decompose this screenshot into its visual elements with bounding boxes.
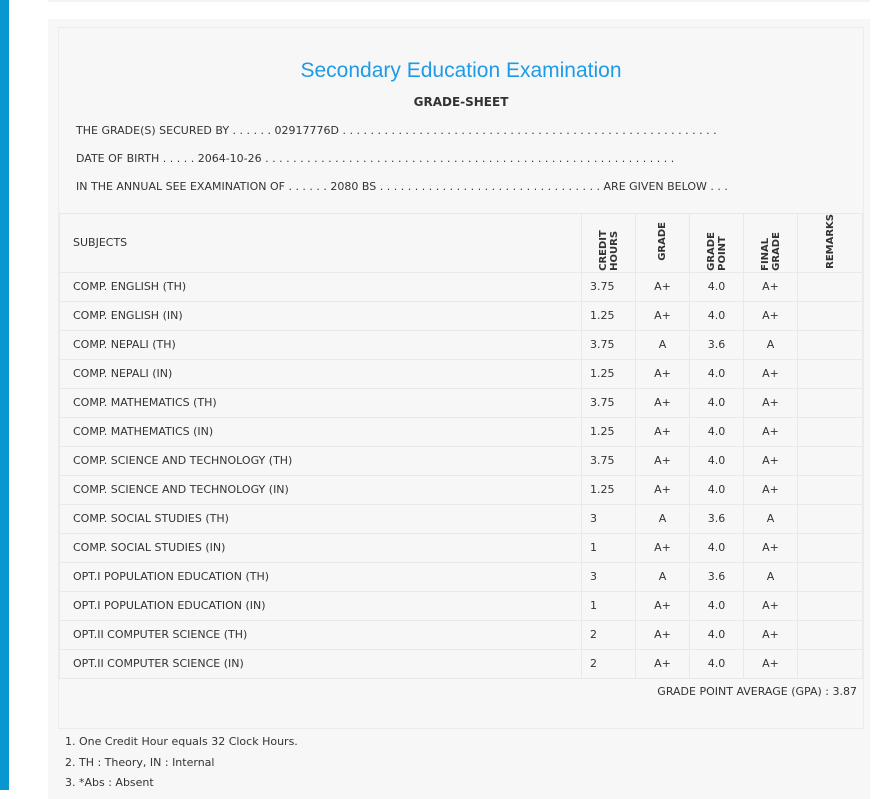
grade-point-cell: 3.6 bbox=[690, 562, 744, 591]
sheet-title: GRADE-SHEET bbox=[413, 95, 509, 109]
table-row bbox=[60, 620, 863, 649]
final-grade-cell: A+ bbox=[744, 591, 798, 620]
subject-cell: COMP. SOCIAL STUDIES (TH) bbox=[60, 504, 582, 533]
date-of-birth: 2064-10-26 bbox=[197, 152, 262, 165]
exam-line: IN THE ANNUAL SEE EXAMINATION OF . . . . . . 2080 BS . . . . . . . . . . . . . . . . . . . . . . . . . . . . . . . . ARE GIVEN BELOW . . . bbox=[76, 180, 728, 193]
grade-cell: A+ bbox=[636, 272, 690, 301]
final-grade-cell: A+ bbox=[744, 301, 798, 330]
subject-cell: COMP. MATHEMATICS (TH) bbox=[60, 388, 582, 417]
notes bbox=[65, 732, 298, 794]
exam-title: Secondary Education Examination bbox=[300, 59, 622, 82]
final-grade-cell: A+ bbox=[744, 388, 798, 417]
gradesheet bbox=[58, 27, 864, 729]
credit-hours-cell: 1.25 bbox=[582, 301, 636, 330]
symbol-number: 02917776D bbox=[274, 124, 339, 137]
credit-hours-cell: 1 bbox=[582, 591, 636, 620]
remarks-cell bbox=[798, 475, 863, 504]
label: DATE OF BIRTH bbox=[76, 152, 160, 165]
remarks-cell bbox=[798, 649, 863, 678]
subject-cell: COMP. SCIENCE AND TECHNOLOGY (IN) bbox=[60, 475, 582, 504]
credit-hours-cell: 3.75 bbox=[582, 446, 636, 475]
header-final-grade: FINAL GRADE bbox=[759, 231, 782, 271]
grade-cell: A+ bbox=[636, 533, 690, 562]
header-remarks: REMARKS bbox=[824, 214, 836, 269]
subject-cell: COMP. SOCIAL STUDIES (IN) bbox=[60, 533, 582, 562]
grade-point-cell: 4.0 bbox=[690, 272, 744, 301]
final-grade-cell: A+ bbox=[744, 417, 798, 446]
credit-hours-cell: 1.25 bbox=[582, 417, 636, 446]
grade-cell: A+ bbox=[636, 417, 690, 446]
grade-point-cell: 4.0 bbox=[690, 649, 744, 678]
credit-hours-cell: 2 bbox=[582, 620, 636, 649]
credit-hours-cell: 1.25 bbox=[582, 475, 636, 504]
table-row bbox=[60, 330, 863, 359]
final-grade-cell: A bbox=[744, 330, 798, 359]
header-subjects: SUBJECTS bbox=[60, 214, 582, 273]
table-row bbox=[60, 475, 863, 504]
exam-year: 2080 BS bbox=[330, 180, 377, 193]
grade-cell: A+ bbox=[636, 475, 690, 504]
subject-cell: COMP. ENGLISH (TH) bbox=[60, 272, 582, 301]
grade-point-cell: 3.6 bbox=[690, 504, 744, 533]
subject-cell: COMP. NEPALI (TH) bbox=[60, 330, 582, 359]
grade-point-cell: 3.6 bbox=[690, 330, 744, 359]
remarks-cell bbox=[798, 330, 863, 359]
grade-point-cell: 4.0 bbox=[690, 301, 744, 330]
subject-cell: COMP. MATHEMATICS (IN) bbox=[60, 417, 582, 446]
grade-cell: A bbox=[636, 330, 690, 359]
header-grade: GRADE bbox=[657, 222, 668, 261]
header-grade-point: GRADE POINT bbox=[705, 231, 728, 271]
subject-cell: OPT.I POPULATION EDUCATION (TH) bbox=[60, 562, 582, 591]
remarks-cell bbox=[798, 417, 863, 446]
remarks-cell bbox=[798, 562, 863, 591]
label: ARE GIVEN BELOW . . . bbox=[603, 180, 728, 193]
credit-hours-cell: 3.75 bbox=[582, 388, 636, 417]
left-accent-bar bbox=[0, 0, 9, 790]
gpa: GRADE POINT AVERAGE (GPA) : 3.87 bbox=[657, 685, 857, 698]
credit-hours-cell: 1.25 bbox=[582, 359, 636, 388]
remarks-cell bbox=[798, 446, 863, 475]
secured-by-line: THE GRADE(S) SECURED BY . . . . . . 02917776D . . . . . . . . . . . . . . . . . . . . . . . . . . . . . . . . . . . . . . . . . . . . . . . . . . . . . . bbox=[76, 124, 717, 137]
grades-table bbox=[59, 213, 863, 679]
subject-cell: COMP. NEPALI (IN) bbox=[60, 359, 582, 388]
credit-hours-cell: 3 bbox=[582, 504, 636, 533]
grade-cell: A+ bbox=[636, 301, 690, 330]
grade-point-cell: 4.0 bbox=[690, 388, 744, 417]
final-grade-cell: A+ bbox=[744, 475, 798, 504]
top-divider bbox=[48, 0, 870, 2]
final-grade-cell: A+ bbox=[744, 533, 798, 562]
subject-cell: OPT.II COMPUTER SCIENCE (TH) bbox=[60, 620, 582, 649]
remarks-cell bbox=[798, 533, 863, 562]
credit-hours-cell: 1 bbox=[582, 533, 636, 562]
table-row bbox=[60, 562, 863, 591]
remarks-cell bbox=[798, 388, 863, 417]
grade-cell: A+ bbox=[636, 359, 690, 388]
table-row bbox=[60, 591, 863, 620]
table-row bbox=[60, 301, 863, 330]
final-grade-cell: A+ bbox=[744, 649, 798, 678]
credit-hours-cell: 3.75 bbox=[582, 272, 636, 301]
remarks-cell bbox=[798, 272, 863, 301]
note: 2. TH : Theory, IN : Internal bbox=[65, 755, 215, 769]
grade-cell: A+ bbox=[636, 446, 690, 475]
final-grade-cell: A bbox=[744, 562, 798, 591]
final-grade-cell: A bbox=[744, 504, 798, 533]
credit-hours-cell: 3 bbox=[582, 562, 636, 591]
grade-point-cell: 4.0 bbox=[690, 475, 744, 504]
table-row bbox=[60, 533, 863, 562]
subject-cell: OPT.I POPULATION EDUCATION (IN) bbox=[60, 591, 582, 620]
credit-hours-cell: 2 bbox=[582, 649, 636, 678]
grade-cell: A+ bbox=[636, 649, 690, 678]
note: 3. *Abs : Absent bbox=[65, 776, 154, 789]
grade-cell: A+ bbox=[636, 388, 690, 417]
subject-cell: COMP. SCIENCE AND TECHNOLOGY (TH) bbox=[60, 446, 582, 475]
table-header-row bbox=[60, 214, 863, 273]
label: IN THE ANNUAL SEE EXAMINATION OF bbox=[76, 180, 285, 193]
remarks-cell bbox=[798, 591, 863, 620]
final-grade-cell: A+ bbox=[744, 272, 798, 301]
grade-point-cell: 4.0 bbox=[690, 446, 744, 475]
table-row bbox=[60, 417, 863, 446]
subject-cell: COMP. ENGLISH (IN) bbox=[60, 301, 582, 330]
credit-hours-cell: 3.75 bbox=[582, 330, 636, 359]
dob-line: DATE OF BIRTH . . . . . 2064-10-26 . . . . . . . . . . . . . . . . . . . . . . . . . . . . . . . . . . . . . . . . . . . . . . . . . . . . . . . . . . . bbox=[76, 152, 675, 165]
label: THE GRADE(S) SECURED BY bbox=[76, 124, 230, 137]
table-row bbox=[60, 649, 863, 678]
grade-point-cell: 4.0 bbox=[690, 591, 744, 620]
grade-point-cell: 4.0 bbox=[690, 533, 744, 562]
remarks-cell bbox=[798, 620, 863, 649]
grade-cell: A+ bbox=[636, 620, 690, 649]
table-row bbox=[60, 504, 863, 533]
remarks-cell bbox=[798, 504, 863, 533]
grade-cell: A bbox=[636, 504, 690, 533]
table-row bbox=[60, 446, 863, 475]
table-row bbox=[60, 388, 863, 417]
grade-cell: A+ bbox=[636, 591, 690, 620]
grade-point-cell: 4.0 bbox=[690, 417, 744, 446]
grade-point-cell: 4.0 bbox=[690, 620, 744, 649]
final-grade-cell: A+ bbox=[744, 359, 798, 388]
final-grade-cell: A+ bbox=[744, 620, 798, 649]
header-credit-hours: CREDIT HOURS bbox=[597, 229, 620, 271]
grade-cell: A bbox=[636, 562, 690, 591]
subject-cell: OPT.II COMPUTER SCIENCE (IN) bbox=[60, 649, 582, 678]
remarks-cell bbox=[798, 359, 863, 388]
final-grade-cell: A+ bbox=[744, 446, 798, 475]
table-row bbox=[60, 359, 863, 388]
remarks-cell bbox=[798, 301, 863, 330]
note: 1. One Credit Hour equals 32 Clock Hours. bbox=[65, 735, 298, 748]
table-row bbox=[60, 272, 863, 301]
grade-point-cell: 4.0 bbox=[690, 359, 744, 388]
